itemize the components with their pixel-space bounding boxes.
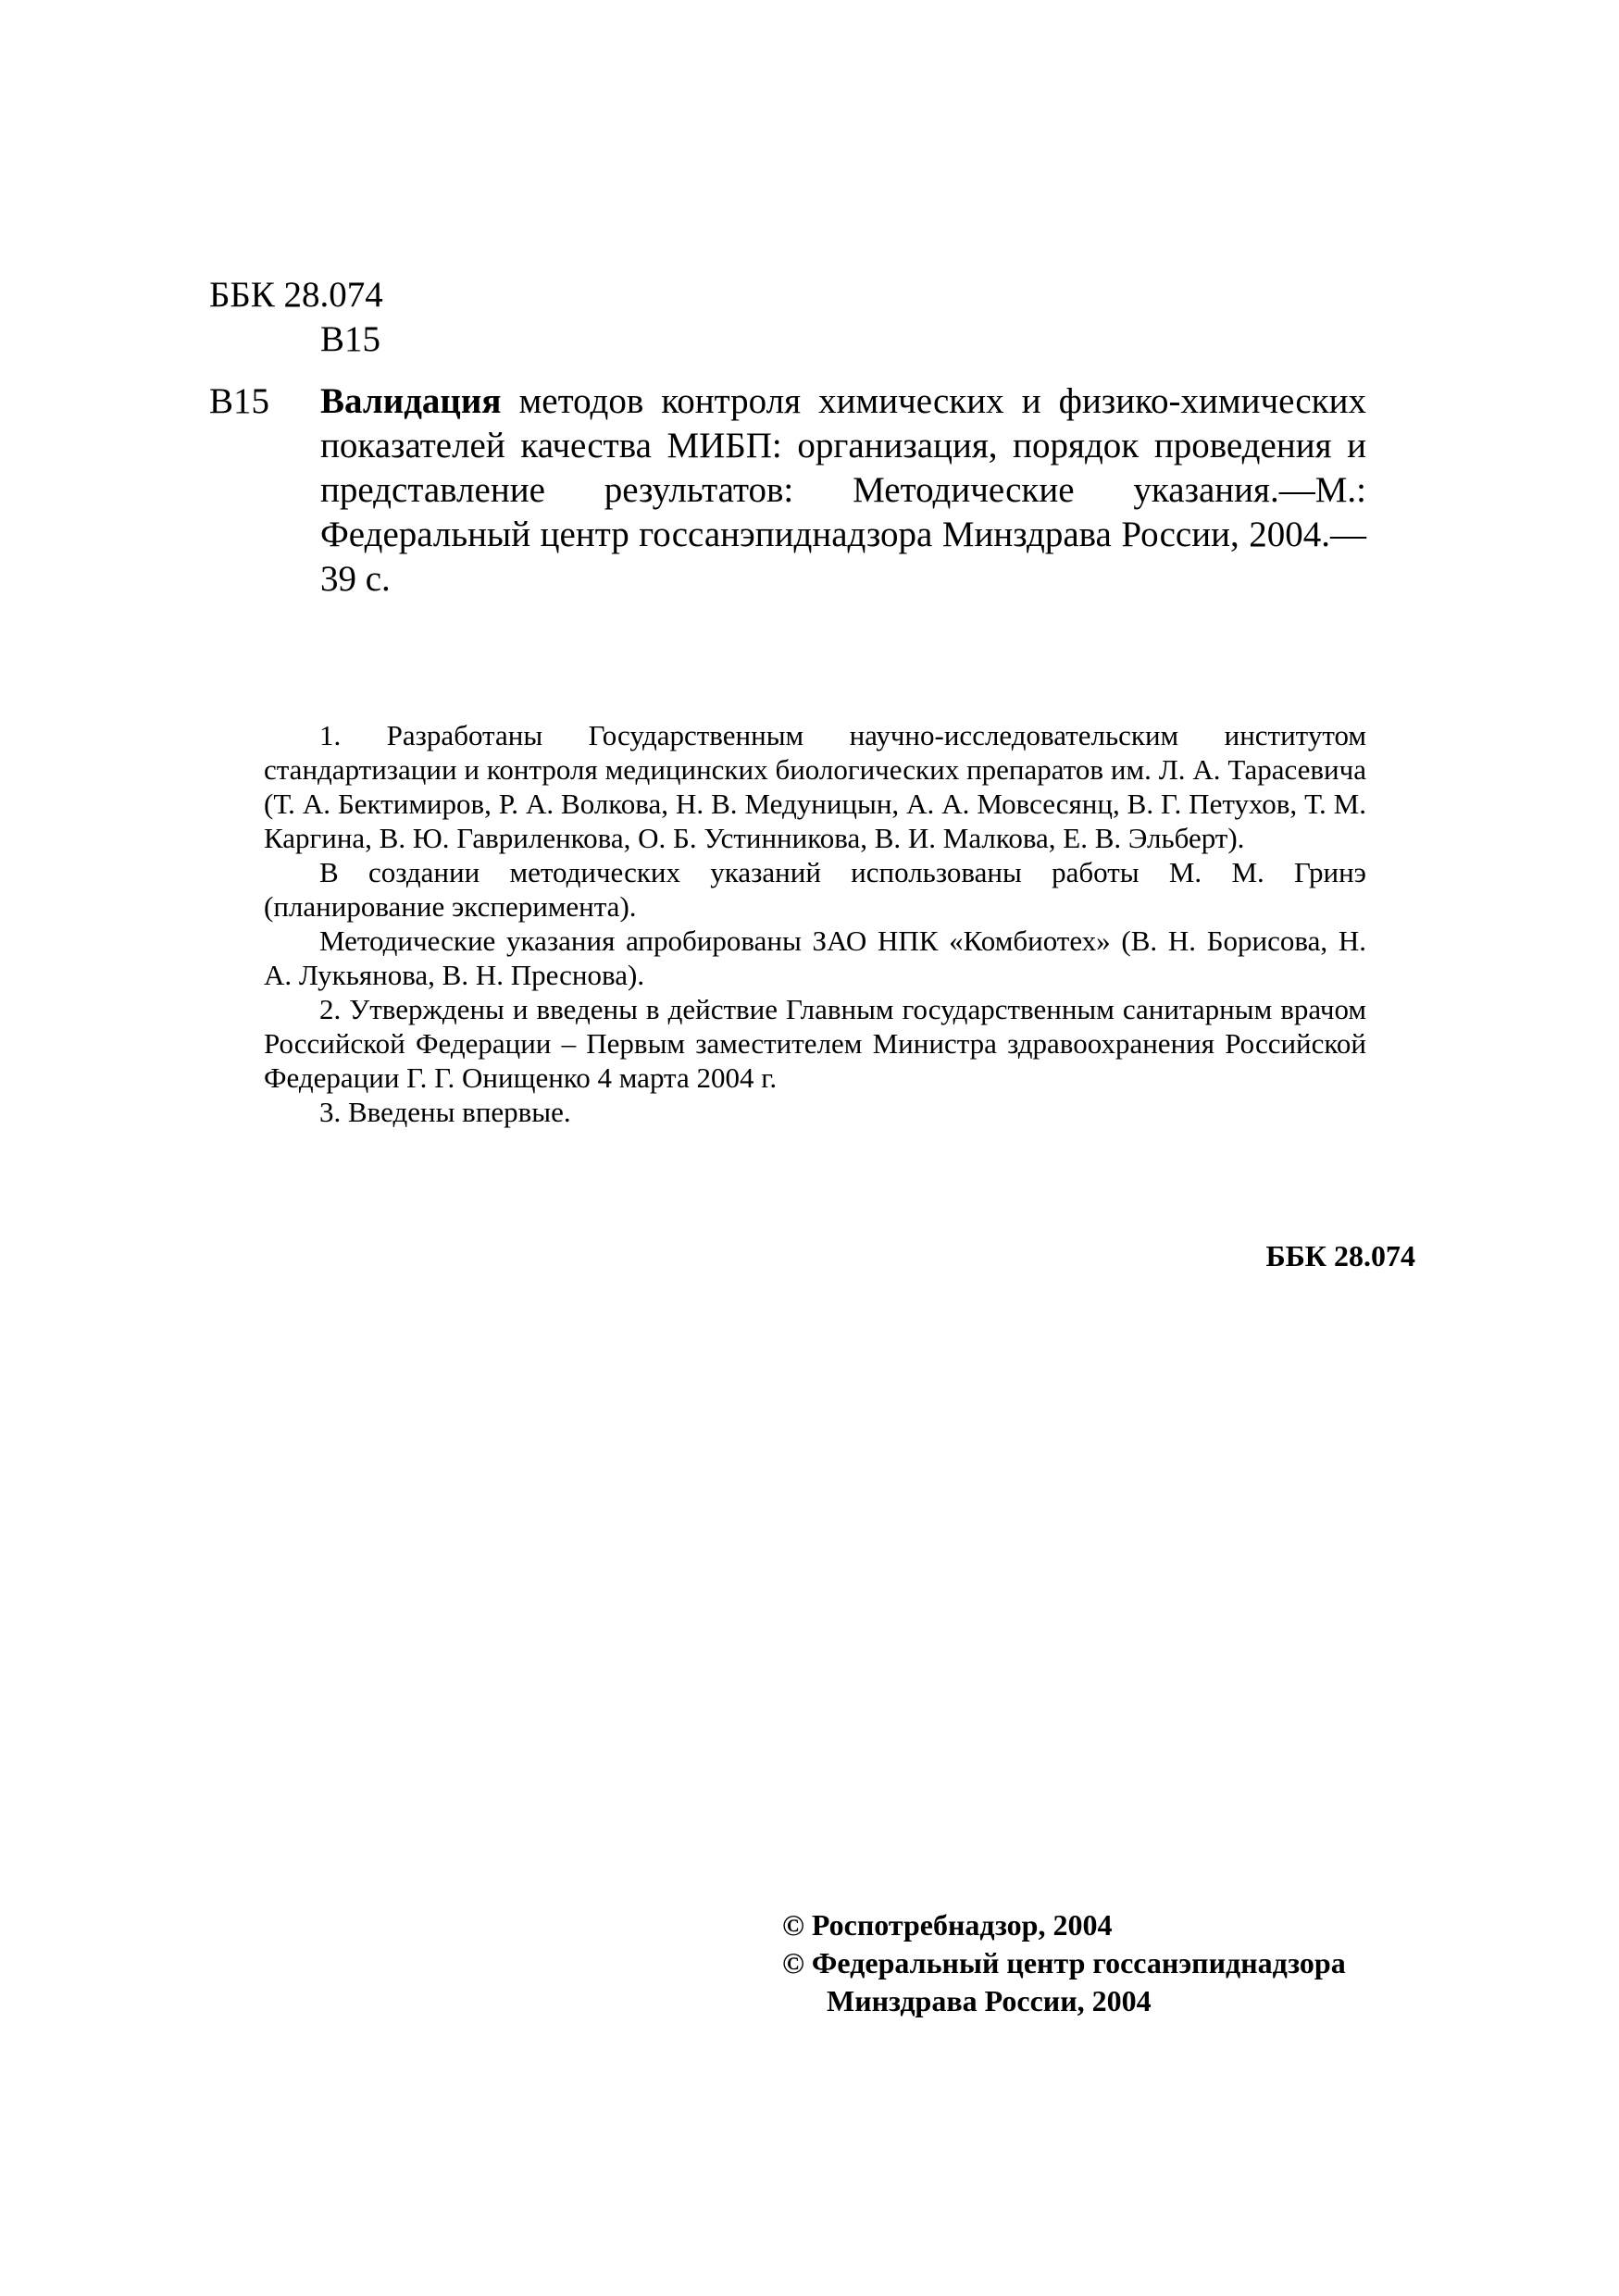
- bbk-footer: ББК 28.074: [1265, 1239, 1415, 1272]
- publication-notes: [264, 718, 1366, 1129]
- copyright-block: [782, 1906, 1346, 2020]
- citation-text: методов контроля химических и физико-химических показателей качества МИБП: организация, порядок проведения и представление результатов: Методические указания.—М.: Федеральный центр госсанэпиднадзора Минздрава России, 2004.—39 с.: [320, 381, 1366, 599]
- note-first-introduced: 3. Введены впервые.: [319, 1096, 571, 1128]
- bibliographic-citation: [320, 379, 1366, 602]
- author-code: В15: [320, 319, 381, 359]
- note-methods-used: В создании методических указаний использованы работы М. М. Гринэ (планирование эксперимента).: [264, 856, 1366, 923]
- copyright-line-3: Минздрава России, 2004: [827, 1984, 1152, 2017]
- copyright-line-1: © Роспотребнадзор, 2004: [782, 1908, 1113, 1942]
- note-developers: 1. Разработаны Государственным научно-исследовательским институтом стандартизации и контроля медицинских биологических препаратов им. Л. А. Тарасевича (Т. А. Бектимиров, Р. А. Волкова, Н. В. Медуницын, А. А. Мовсесянц, В. Г. Петухов, Т. М. Каргина, В. Ю. Гавриленкова, О. Б. Устинникова, В. И. Малкова, Е. В. Эльберт).: [264, 719, 1366, 854]
- citation-code: В15: [209, 381, 270, 421]
- citation-title: Валидация: [320, 381, 502, 421]
- bbk-code: ББК 28.074: [209, 275, 383, 315]
- copyright-line-2: © Федеральный центр госсанэпиднадзора: [782, 1946, 1346, 1980]
- note-approval: 2. Утверждены и введены в действие Главным государственным санитарным врачом Российской Федерации – Первым заместителем Министра здравоохранения Российской Федерации Г. Г. Онищенко 4 марта 2004 г.: [264, 993, 1366, 1094]
- note-approbation: Методические указания апробированы ЗАО НПК «Комбиотех» (В. Н. Борисова, Н. А. Лукьянова, В. Н. Преснова).: [264, 925, 1366, 991]
